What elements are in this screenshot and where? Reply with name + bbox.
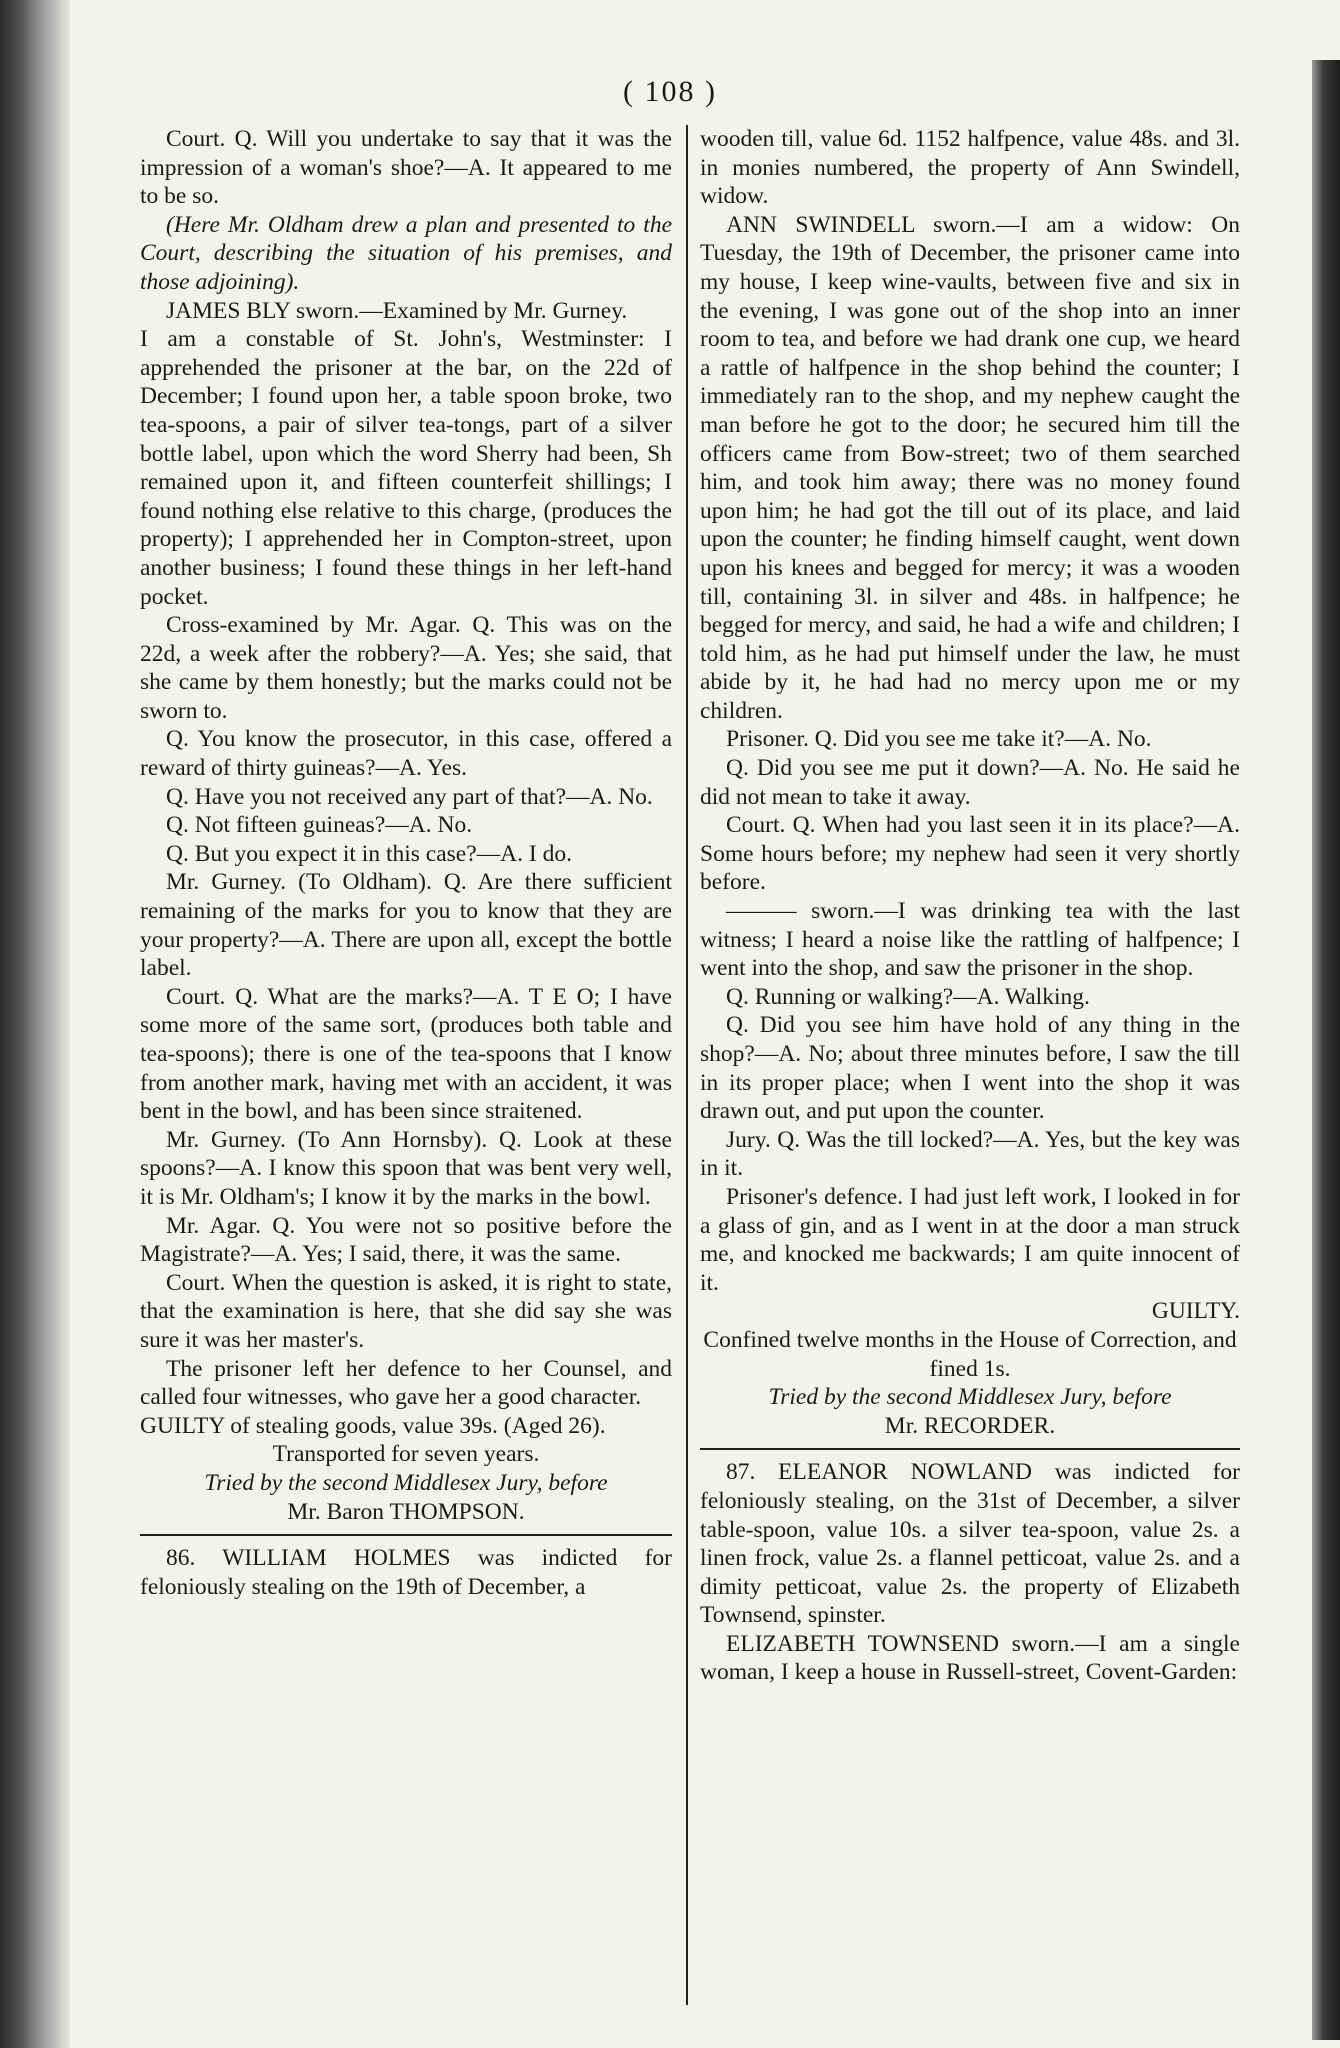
paragraph-l12: Mr. Gurney. (To Ann Hornsby). Q. Look at these spoons?—A. I know this spoon that was bent very well, it is Mr. Oldham's; I know it by the marks in the bowl. xyxy=(140,1126,672,1210)
paragraph-l11: Court. Q. What are the marks?—A. T E O; I have some more of the same sort, (produces both table and tea-spoons); there is one of the tea-spoons that I know from another mark, having met with an accident, it was bent in the bowl, and has been since straitened. xyxy=(140,983,672,1125)
paragraph-r13: Tried by the second Middlesex Jury, before xyxy=(768,1384,1172,1411)
paragraph-l17: Transported for seven years. xyxy=(272,1441,540,1468)
paragraph-r11: GUILTY. xyxy=(1151,1298,1240,1325)
paragraph-r9: Jury. Q. Was the till locked?—A. Yes, but the key was in it. xyxy=(700,1126,1240,1182)
right-column xyxy=(700,125,1240,1687)
page-number: ( 108 ) xyxy=(623,75,717,108)
paragraph-r5: Court. Q. When had you last seen it in its place?—A. Some hours before; my nephew had seen it very shortly before. xyxy=(700,812,1240,896)
paragraph-l2: (Here Mr. Oldham drew a plan and presented to the Court, describing the situation of his premises, and those adjoining). xyxy=(140,211,672,295)
paragraph-l14: Court. When the question is asked, it is right to state, that the examination is here, that she did say she was sure it was her master's. xyxy=(140,1269,672,1353)
paragraph-l9: Q. But you expect it in this case?—A. I do. xyxy=(166,840,572,867)
paragraph-r3: Prisoner. Q. Did you see me take it?—A. No. xyxy=(726,726,1152,753)
paragraph-l13: Mr. Agar. Q. You were not so positive before the Magistrate?—A. Yes; I said, there, it was the same. xyxy=(140,1212,672,1268)
paragraph-r4: Q. Did you see me put it down?—A. No. He said he did not mean to take it away. xyxy=(700,755,1240,810)
section-rule xyxy=(140,1534,672,1536)
paragraph-r15: 87. ELEANOR NOWLAND was indicted for feloniously stealing, on the 31st of December, a silver table-spoon, value 10s. a silver tea-spoon, value 2s. a linen frock, value 2s. a flannel petticoat, value 2s. and a dimity petticoat, value 2s. the property of Elizabeth Townsend, spinster. xyxy=(700,1459,1240,1629)
paragraph-l19: Mr. Baron THOMPSON. xyxy=(287,1498,525,1525)
left-column xyxy=(140,125,672,1601)
page-binding-shadow-right xyxy=(1312,60,1340,2040)
paragraph-r2: ANN SWINDELL sworn.—I am a widow: On Tuesday, the 19th of December, the prisoner came into my house, I keep wine-vaults, between five and six in the evening, I was gone out of the shop into an inner room to tea, and before we had drank one cup, we heard a rattle of halfpence in the shop behind the counter; I immediately ran to the shop, and my nephew caught the man before he got to the door; he secured him till the officers came from Bow-street; two of them searched him, and took him away; there was no money found upon him; he had got the till out of its place, and laid upon the counter; he finding himself caught, went down upon his knees and begged for mercy; it was a wooden till, containing 3l. in silver and 48s. in halfpence; he begged for mercy, and said, he had a wife and children; I told him, as he had put himself under the law, he must abide by it, he had had no mercy upon me or my children. xyxy=(700,211,1240,724)
paragraph-r12: Confined twelve months in the House of Correction, and fined 1s. xyxy=(703,1326,1237,1382)
paragraph-r8: Q. Did you see him have hold of any thing in the shop?—A. No; about three minutes before, I saw the till in its proper place; when I went into the shop it was drawn out, and put upon the counter. xyxy=(700,1012,1240,1125)
paragraph-l5: Cross-examined by Mr. Agar. Q. This was on the 22d, a week after the robbery?—A. Yes; she said, that she came by them honestly; but the marks could not be sworn to. xyxy=(140,612,672,724)
paragraph-r7: Q. Running or walking?—A. Walking. xyxy=(726,983,1090,1010)
paragraph-l20: 86. WILLIAM HOLMES was indicted for feloniously stealing on the 19th of December, a xyxy=(140,1545,672,1600)
column-divider xyxy=(686,125,688,2005)
paragraph-r6: ——— sworn.—I was drinking tea with the last witness; I heard a noise like the rattling of halfpence; I went into the shop, and saw the prisoner in the shop. xyxy=(700,898,1240,982)
paragraph-l1: Court. Q. Will you undertake to say that it was the impression of a woman's shoe?—A. It appeared to me to be so. xyxy=(140,126,672,210)
paragraph-r16: ELIZABETH TOWNSEND sworn.—I am a single woman, I keep a house in Russell-street, Covent-Garden: xyxy=(700,1630,1240,1686)
paragraph-l6: Q. You know the prosecutor, in this case, offered a reward of thirty guineas?—A. Yes. xyxy=(140,726,672,782)
paragraph-l18: Tried by the second Middlesex Jury, before xyxy=(204,1469,608,1496)
page-binding-shadow-left xyxy=(0,0,70,2048)
paragraph-l15: The prisoner left her defence to her Counsel, and called four witnesses, who gave her a good character. xyxy=(140,1355,672,1411)
paragraph-l7: Q. Have you not received any part of that?—A. No. xyxy=(166,783,653,810)
paragraph-r10: Prisoner's defence. I had just left work, I looked in for a glass of gin, and as I went in at the door a man struck me, and knocked me backwards; I am quite innocent of it. xyxy=(700,1183,1240,1296)
section-rule xyxy=(700,1448,1240,1450)
paragraph-l10: Mr. Gurney. (To Oldham). Q. Are there sufficient remaining of the marks for you to know that they are your property?—A. There are upon all, except the bottle label. xyxy=(140,869,672,982)
paragraph-l3: JAMES BLY sworn.—Examined by Mr. Gurney. xyxy=(166,297,628,324)
paragraph-l16: GUILTY of stealing goods, value 39s. (Aged 26). xyxy=(140,1412,606,1439)
paragraph-l4: I am a constable of St. John's, Westminster: I apprehended the prisoner at the bar, on the 22d of December; I found upon her, a table spoon broke, two tea-spoons, a pair of silver tea-tongs, part of a silver bottle label, upon which the word Sherry had been, Sh remained upon it, and fifteen counterfeit shillings; I found nothing else relative to this charge, (produces the property); I apprehended her in Compton-street, upon another business; I found these things in her left-hand pocket. xyxy=(140,326,672,610)
paragraph-r1: wooden till, value 6d. 1152 halfpence, value 48s. and 3l. in monies numbered, the property of Ann Swindell, widow. xyxy=(700,126,1240,210)
paragraph-l8: Q. Not fifteen guineas?—A. No. xyxy=(166,812,473,839)
paragraph-r14: Mr. RECORDER. xyxy=(884,1412,1056,1439)
